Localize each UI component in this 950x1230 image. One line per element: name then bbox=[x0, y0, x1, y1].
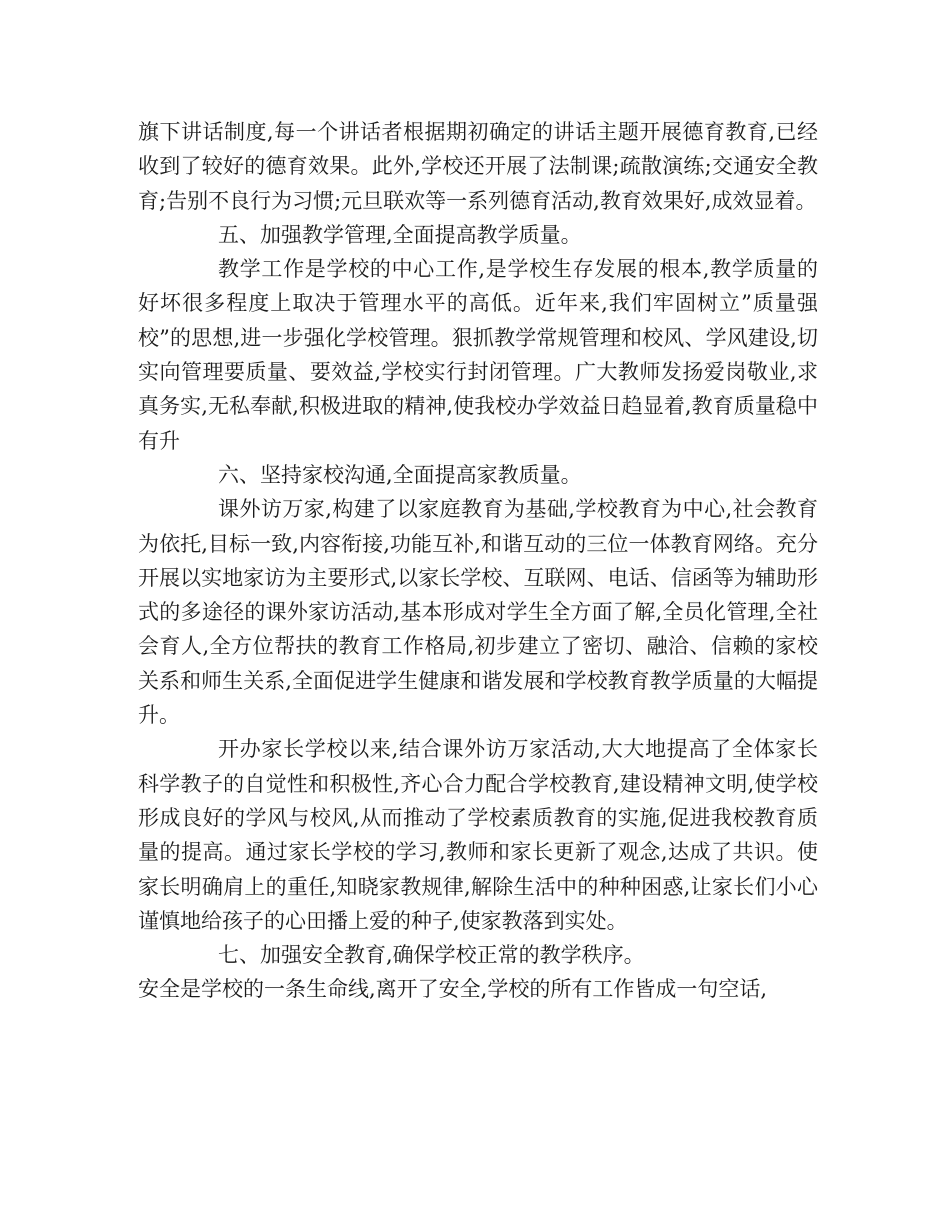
paragraph-home-visits: 课外访万家,构建了以家庭教育为基础,学校教育为中心,社会教育为依托,目标一致,内容衔接,功能互补,和谐互动的三位一体教育网络。充分开展以实地家访为主要形式,以家长学校、互联网、电话、信函等为辅助形式的多途径的课外家访活动,基本形成对学生全方面了解,全员化管理,全社会育人,全方位帮扶的教育工作格局,初步建立了密切、融洽、信赖的家校关系和师生关系,全面促进学生健康和谐发展和学校教育教学质量的大幅提升。 bbox=[138, 497, 818, 728]
heading-section-seven: 七、加强安全教育,确保学校正常的教学秩序。 bbox=[218, 943, 645, 968]
paragraph-parent-school: 开办家长学校以来,结合课外访万家活动,大大地提高了全体家长科学教子的自觉性和积极性,齐心合力配合学校教育,建设精神文明,使学校形成良好的学风与校风,从而推动了学校素质教育的实施,促进我校教育质量的提高。通过家长学校的学习,教师和家长更新了观念,达成了共识。使家长明确肩上的重任,知晓家教规律,解除生活中的种种困惑,让家长们小心谨慎地给孩子的心田播上爱的种子,使家教落到实处。 bbox=[138, 737, 818, 933]
paragraph-safety-education: 安全是学校的一条生命线,离开了安全,学校的所有工作皆成一句空话, bbox=[138, 977, 768, 1002]
paragraph-moral-education-continued: 旗下讲话制度,每一个讲话者根据期初确定的讲话主题开展德育教育,已经收到了较好的德育效果。此外,学校还开展了法制课;疏散演练;交通安全教育;告别不良行为习惯;元旦联欢等一系列德育活动,教育效果好,成效显着。 bbox=[138, 120, 818, 213]
heading-section-six: 六、坚持家校沟通,全面提高家教质量。 bbox=[218, 462, 582, 487]
paragraph-teaching-management: 教学工作是学校的中心工作,是学校生存发展的根本,教学质量的好坏很多程度上取决于管理水平的高低。近年来,我们牢固树立”质量强校”的思想,进一步强化学校管理。狠抓教学常规管理和校风、学风建设,切实向管理要质量、要效益,学校实行封闭管理。广大教师发扬爱岗敬业,求真务实,无私奉献,积极进取的精神,使我校办学效益日趋显着,教育质量稳中有升 bbox=[138, 257, 818, 453]
document-body bbox=[138, 115, 818, 1007]
heading-section-five: 五、加强教学管理,全面提高教学质量。 bbox=[218, 222, 582, 247]
